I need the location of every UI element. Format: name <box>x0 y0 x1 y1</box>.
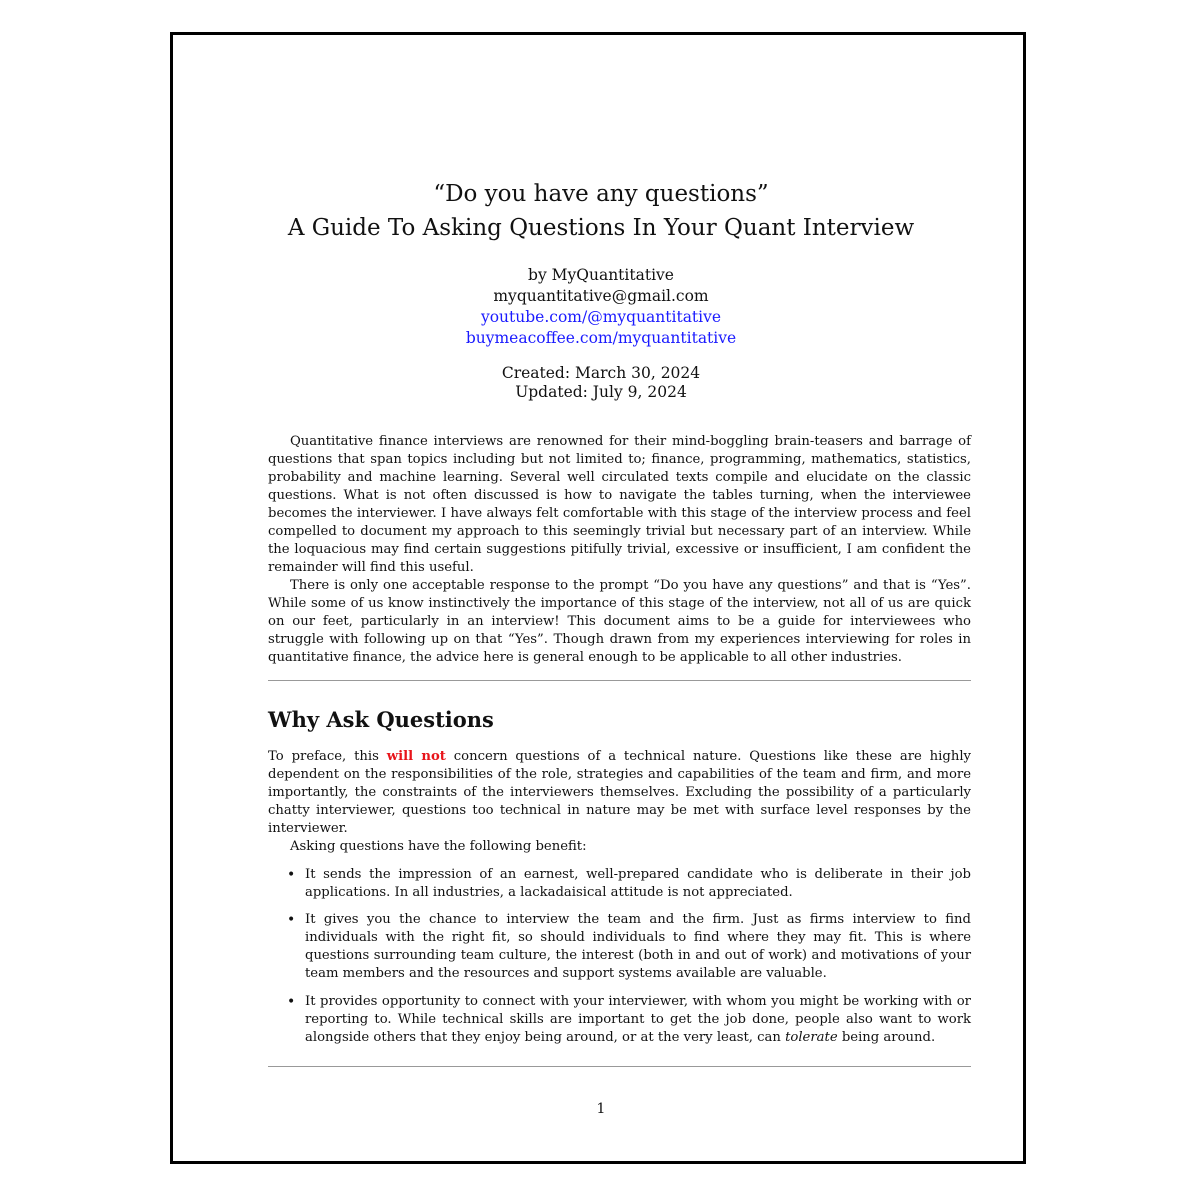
divider-top <box>268 680 971 681</box>
section-text-post: concern questions of a technical nature. Questions like these are highly dependent on the responsibilities of the role, strategies and capabilities of the team and firm, and more importantly, the constraints of the interviewers themselves. Excluding the possibility of a particularly chatty interviewer, questions too technical in nature may be met with surface level responses by the interviewer. <box>268 749 971 836</box>
title-line-1: “Do you have any questions” <box>433 181 769 207</box>
benefit-list <box>287 866 971 902</box>
updated-date: Updated: July 9, 2024 <box>515 383 687 401</box>
document-page <box>170 32 1026 1164</box>
page-number: 1 <box>596 1101 606 1117</box>
title-line-2: A Guide To Asking Questions In Your Quant Interview <box>287 215 915 241</box>
list-item: • It sends the impression of an earnest, well-prepared candidate who is deliberate in their job applications. In all industries, a lackadaisical attitude is not appreciated. <box>287 866 971 902</box>
intro-paragraph-1: Quantitative finance interviews are renowned for their mind-boggling brain-teasers and barrage of questions that span topics including but not limited to; finance, programming, mathematics, statistics, probability and machine learning. Several well circulated texts compile and elucidate on the classic questions. What is not often discussed is how to navigate the tables turning, when the interviewee becomes the interviewer. I have always felt comfortable with this stage of the interview process and feel compelled to document my approach to this seemingly trivial but necessary part of an interview. While the loquacious may find certain suggestions pitifully trivial, excessive or insufficient, I am confident the remainder will find this useful. <box>268 434 971 575</box>
email: myquantitative@gmail.com <box>493 287 709 305</box>
author: by MyQuantitative <box>528 266 674 284</box>
intro-paragraph-2: There is only one acceptable response to the prompt “Do you have any questions” and that is “Yes”. While some of us know instinctively the importance of this stage of the interview, not all of us are quick on our feet, particularly in an interview! This document aims to be a guide for interviewees who struggle with following up on that “Yes”. Though drawn from my experiences interviewing for roles in quantitative finance, the advice here is general enough to be applicable to all other industries. <box>268 578 971 665</box>
benefit-intro: Asking questions have the following benefit: <box>290 839 587 854</box>
list-item <box>287 993 971 1047</box>
benefit-list <box>287 911 971 983</box>
benefit-list <box>287 993 971 1047</box>
bullet3-post: being around. <box>837 1030 936 1045</box>
section-paragraph <box>268 748 971 838</box>
youtube-link[interactable]: youtube.com/@myquantitative <box>480 308 722 326</box>
emphasis-tolerate: tolerate <box>785 1030 838 1045</box>
coffee-link[interactable]: buymeacoffee.com/myquantitative <box>465 329 737 347</box>
created-date: Created: March 30, 2024 <box>501 364 701 382</box>
section-text-pre: To preface, this <box>268 749 387 764</box>
section-heading: Why Ask Questions <box>268 707 494 732</box>
emphasis-will-not: will not <box>386 749 446 764</box>
divider-bottom <box>268 1066 971 1067</box>
list-item: • It gives you the chance to interview the team and the firm. Just as firms interview to find individuals with the right fit, so should individuals to find where they may fit. This is where questions surrounding team culture, the interest (both in and out of work) and motivations of your team members and the resources and support systems available are valuable. <box>287 911 971 983</box>
bullet3-pre: It provides opportunity to connect with your interviewer, with whom you might be working with or reporting to. While technical skills are important to get the job done, people also want to work alongside others that they enjoy being around, or at the very least, can <box>305 994 971 1045</box>
